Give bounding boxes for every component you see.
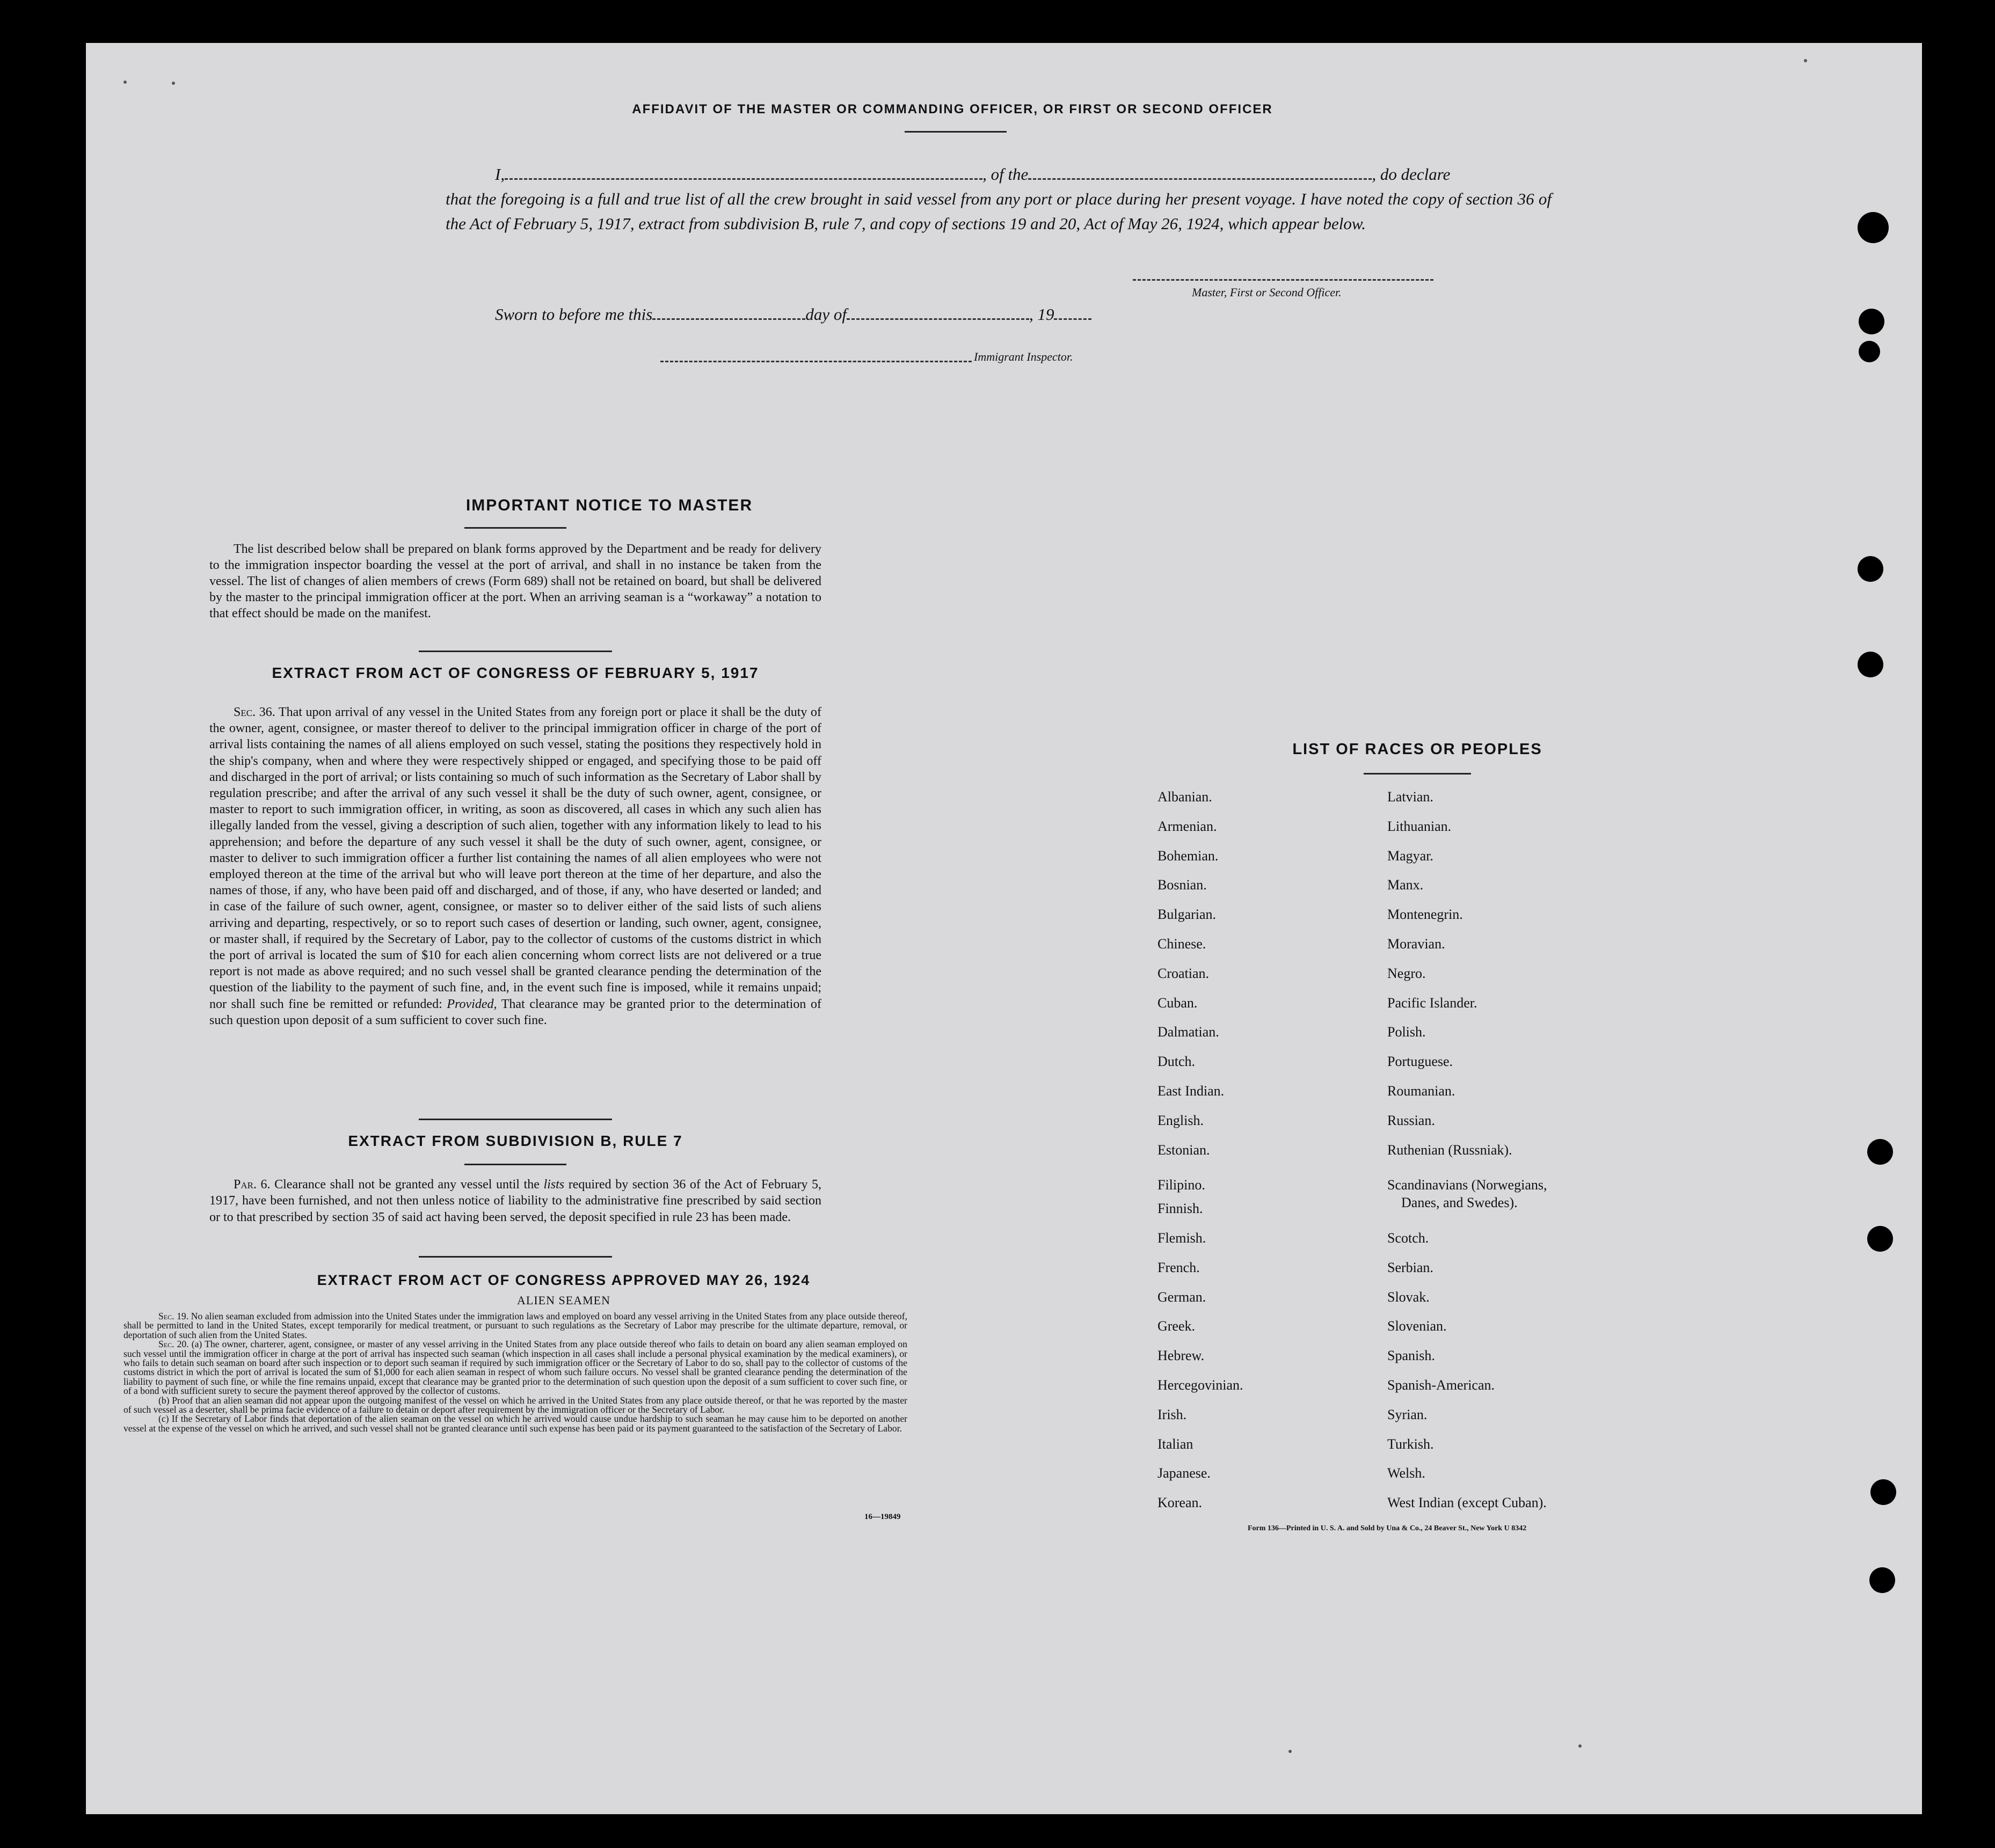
sec-19-para <box>123 1312 907 1340</box>
race-item: Slovenian. <box>1387 1318 1447 1334</box>
extract-1917-title: EXTRACT FROM ACT OF CONGRESS OF FEBRUARY 5, 1917 <box>272 664 759 681</box>
sec-36-body: That upon arrival of any vessel in the United States from any foreign port or place it shall be the duty of the owner, agent, consignee, or master thereof to deliver to the principal immigration officer in charge of the port of arrival lists containing the names of all aliens employed on such vessel, stating the positions they respectively hold in the ship's company, when and where they were respectively shipped or engaged, and specifying those to be paid off and discharged in the port of arrival; or lists containing so much of such information as the Secretary of Labor shall by regulation prescribe; and after the arrival of any such vessel it shall be the duty of such owner, agent, consignee, or master to report to such immigration officer, in writing, as soon as discovered, all cases in which any such alien has illegally landed from the vessel, giving a description of such alien, together with any information likely to lead to his apprehension; and before the departure of any such vessel it shall be the duty of such owner, agent, consignee, or master to deliver to such immigration officer a further list containing the names of all alien employees who were not employed thereon at the time of the arrival but who will leave port thereon at the time of her departure, and also the names of those, if any, who have been paid off and discharged, and of those, if any, who have deserted or landed; and in case of the failure of such owner, agent, consignee, or master so to deliver either of the said lists of such aliens arriving and departing, respectively, or so to report such cases of desertion or landing, such owner, agent, consignee, or master shall, if required by the Secretary of Labor, pay to the collector of customs of the customs district in which the port of arrival is located the sum of $10 for each alien concerning whom correct lists are not delivered or a true report is not made as above required; and no such vessel shall be granted clearance pending the determination of the question of the liability to the payment of such fine, and, in the event such fine is imposed, while it remains unpaid; nor shall such fine be remitted or refunded: <box>209 705 821 1011</box>
race-item: Spanish-American. <box>1387 1377 1495 1393</box>
scan-speck <box>1804 59 1807 62</box>
rule7-end-rule <box>419 1256 612 1258</box>
scan-speck <box>123 81 127 84</box>
sec-20a-para <box>123 1340 907 1396</box>
race-item: Hebrew. <box>1157 1348 1205 1364</box>
race-item: Scotch. <box>1387 1230 1429 1246</box>
race-item: Pacific Islander. <box>1387 995 1477 1011</box>
punch-hole <box>1869 1567 1895 1593</box>
master-signature-line[interactable] <box>1133 279 1433 281</box>
inspector-label: Immigrant Inspector. <box>974 350 1073 363</box>
race-item: Italian <box>1157 1436 1193 1452</box>
alien-seamen-subtitle: ALIEN SEAMEN <box>517 1294 610 1307</box>
notice-end-rule <box>419 651 612 652</box>
inspector-signature-line[interactable] <box>660 361 972 362</box>
race-item: Manx. <box>1387 877 1424 893</box>
sworn-year: , 19 <box>1029 305 1054 324</box>
punch-hole <box>1859 341 1880 362</box>
race-item: Flemish. <box>1157 1230 1206 1246</box>
punch-hole <box>1858 556 1883 582</box>
form-sheet <box>86 43 1922 1814</box>
master-signature-label: Master, First or Second Officer. <box>1192 286 1342 299</box>
declare-of-the: , of the <box>982 165 1029 184</box>
sec-36-proviso: That clearance may be granted prior to the determination of such question upon deposit of a sum sufficient to cover such fine. <box>209 997 821 1027</box>
scan-speck <box>1288 1750 1292 1753</box>
rule7-text <box>209 1177 821 1225</box>
race-item: Welsh. <box>1387 1465 1425 1481</box>
punch-hole <box>1859 309 1884 334</box>
race-item: Japanese. <box>1157 1465 1211 1481</box>
race-item: Portuguese. <box>1387 1054 1453 1070</box>
race-item: Chinese. <box>1157 936 1206 952</box>
scan-speck <box>1578 1744 1582 1748</box>
extract-1917-end-rule <box>419 1119 612 1120</box>
race-item: Armenian. <box>1157 818 1217 834</box>
title-rule <box>905 131 1007 133</box>
race-item: English. <box>1157 1112 1204 1128</box>
sec-20a-body: (a) The owner, charterer, agent, consignee, or master of any vessel arriving in the United States from any place outside thereof who fails to detain on board any alien seaman employed on such vessel until the immigration officer in charge at the port of arrival has inspected such seaman (which inspection in all cases shall include a personal physical examination by the medical examiners), or who fails to detain such seaman on board after such inspection or to deport such seaman if required by such immigration officer or the Secretary of Labor to do so, shall pay to the collector of customs of the customs district in which the port of arrival is located the sum of $1,000 for each alien seaman in respect of whom such failure occurs. No vessel shall be granted clearance pending the determination of the liability to payment of such fine, or while the fine remains unpaid, except that clearance may be granted prior to the determination of such question upon the deposit of a sum sufficient to cover such fine, or of a bond with sufficient surety to secure the payment thereof approved by the collector of customs. <box>123 1339 907 1397</box>
notice-text: The list described below shall be prepared on blank forms approved by the Department and be ready for delivery to the immigration inspector boarding the vessel at the port of arrival, and shall in no instance be taken from the vessel. The list of changes of alien members of crews (Form 689) shall not be retained on board, but shall be delivered by the master to the principal immigration officer at the port. When an arriving seaman is a “workaway” a notation to that effect should be made on the manifest. <box>209 542 821 620</box>
sworn-line <box>495 305 1091 324</box>
punch-hole <box>1867 1139 1893 1165</box>
race-item: Spanish. <box>1387 1348 1435 1364</box>
scan-speck <box>172 82 175 85</box>
race-item: Turkish. <box>1387 1436 1434 1452</box>
race-item: Finnish. <box>1157 1201 1203 1217</box>
race-item: Bosnian. <box>1157 877 1207 893</box>
sec-20c-para: (c) If the Secretary of Labor finds that deportation of the alien seaman on the vessel on which he arrived would cause undue hardship to such seaman he may cause him to be deported on another vessel at the expense of the vessel on which he arrived, and such vessel shall not be granted clearance until such expense has been paid or its payment guaranteed to the satisfaction of the Secretary of Labor. <box>123 1413 907 1434</box>
sworn-year-blank[interactable] <box>1054 318 1091 320</box>
declare-i: I, <box>495 165 505 184</box>
race-item: Cuban. <box>1157 995 1198 1011</box>
sec-19-body: No alien seaman excluded from admission into the United States under the immigration laws and employed on board any vessel arriving in the United States from any place outside thereof, shall be permitted to land in the United States, except temporarily for medical treatment, or pursuant to such regulations as the Secretary of Labor may prescribe for the ultimate departure, removal, or deportation of such alien from the United States. <box>123 1311 907 1340</box>
name-blank[interactable] <box>505 178 982 180</box>
race-item: Korean. <box>1157 1495 1203 1511</box>
sec-20-label: Sec. 20. <box>158 1339 189 1350</box>
race-item: Greek. <box>1157 1318 1196 1334</box>
sworn-prefix: Sworn to before me this <box>495 305 653 324</box>
provided-word: Provided, <box>447 997 497 1011</box>
punch-hole <box>1867 1226 1893 1252</box>
race-item: West Indian (except Cuban). <box>1387 1495 1547 1511</box>
rule7-body-start: Clearance shall not be granted any vessel until the <box>274 1178 540 1192</box>
extract-1924-text <box>123 1312 907 1433</box>
race-item: Magyar. <box>1387 848 1433 864</box>
vessel-blank[interactable] <box>1028 178 1372 180</box>
race-item: Moravian. <box>1387 936 1445 952</box>
par-6-label: Par. 6. <box>234 1178 271 1192</box>
extract-1917-text <box>209 704 821 1028</box>
sec-36-label: Sec. 36. <box>234 705 275 719</box>
race-item: Irish. <box>1157 1406 1187 1422</box>
sworn-day-blank[interactable] <box>652 318 805 320</box>
race-item: Croatian. <box>1157 965 1210 981</box>
race-item: East Indian. <box>1157 1083 1225 1099</box>
race-item: Dutch. <box>1157 1054 1196 1070</box>
punch-hole <box>1858 212 1889 243</box>
race-item: Bohemian. <box>1157 848 1219 864</box>
race-item: Latvian. <box>1387 789 1433 805</box>
print-code: 16—19849 <box>864 1513 901 1521</box>
notice-title: IMPORTANT NOTICE TO MASTER <box>465 496 753 514</box>
race-item: French. <box>1157 1259 1200 1275</box>
race-item: Slovak. <box>1387 1289 1430 1305</box>
extract-1924-title: EXTRACT FROM ACT OF CONGRESS APPROVED MAY 26, 1924 <box>317 1272 811 1288</box>
race-item: Russian. <box>1387 1112 1435 1128</box>
sec-20b-para: (b) Proof that an alien seaman did not appear upon the outgoing manifest of the vessel on which he arrived in the United States from any place outside thereof, or that he was reported by the master of such vessel as a deserter, shall be prima facie evidence of a failure to detain or deport after requirement by the immigration officer or the Secretary of Labor. <box>123 1394 907 1415</box>
sworn-month-blank[interactable] <box>847 318 1029 320</box>
race-item: Scandinavians (Norwegians, <box>1387 1177 1547 1193</box>
race-item: Estonian. <box>1157 1142 1210 1158</box>
race-item: Roumanian. <box>1387 1083 1455 1099</box>
punch-hole <box>1870 1479 1896 1505</box>
affidavit-declaration <box>446 162 1552 236</box>
form-print-line: Form 136—Printed in U. S. A. and Sold by Una & Co., 24 Beaver St., New York U 8342 <box>1248 1524 1527 1532</box>
sworn-day-of: day of <box>805 305 847 324</box>
race-item: German. <box>1157 1289 1206 1305</box>
punch-hole <box>1858 652 1883 677</box>
race-item: Bulgarian. <box>1157 907 1217 923</box>
race-item: Albanian. <box>1157 789 1212 805</box>
races-title: LIST OF RACES OR PEOPLES <box>1292 741 1542 758</box>
race-item: Hercegovinian. <box>1157 1377 1243 1393</box>
race-item: Ruthenian (Russniak). <box>1387 1142 1512 1158</box>
race-item: Danes, and Swedes). <box>1401 1195 1518 1211</box>
races-rule <box>1364 773 1471 775</box>
sec-19-label: Sec. 19. <box>158 1311 189 1321</box>
race-item: Filipino. <box>1157 1177 1205 1193</box>
lists-word: lists <box>543 1178 565 1192</box>
race-item: Polish. <box>1387 1024 1426 1040</box>
rule7-title: EXTRACT FROM SUBDIVISION B, RULE 7 <box>348 1133 683 1149</box>
race-item: Negro. <box>1387 965 1426 981</box>
rule7-rule <box>464 1164 566 1165</box>
race-item: Lithuanian. <box>1387 818 1452 834</box>
race-item: Dalmatian. <box>1157 1024 1219 1040</box>
notice-rule <box>464 527 566 529</box>
affidavit-body: that the foregoing is a full and true list of all the crew brought in said vessel from any port or place during her present voyage. I have noted the copy of section 36 of the Act of February 5, 1917, extract from subdivision B, rule 7, and copy of sections 19 and 20, Act of May 26, 1924, which appear below. <box>446 189 1552 233</box>
race-item: Serbian. <box>1387 1259 1433 1275</box>
affidavit-title: AFFIDAVIT OF THE MASTER OR COMMANDING OFFICER, OR FIRST OR SECOND OFFICER <box>632 102 1273 116</box>
race-item: Montenegrin. <box>1387 907 1463 923</box>
rule7-body-end: required by section 36 of the Act of February 5, 1917, have been furnished, and not then unless notice of liability to the administrative fine prescribed by said section or to that prescribed by section 35 of said act having been served, the deposit specified in rule 23 has been made. <box>209 1178 822 1224</box>
declare-end: , do declare <box>1372 165 1451 184</box>
race-item: Syrian. <box>1387 1406 1428 1422</box>
